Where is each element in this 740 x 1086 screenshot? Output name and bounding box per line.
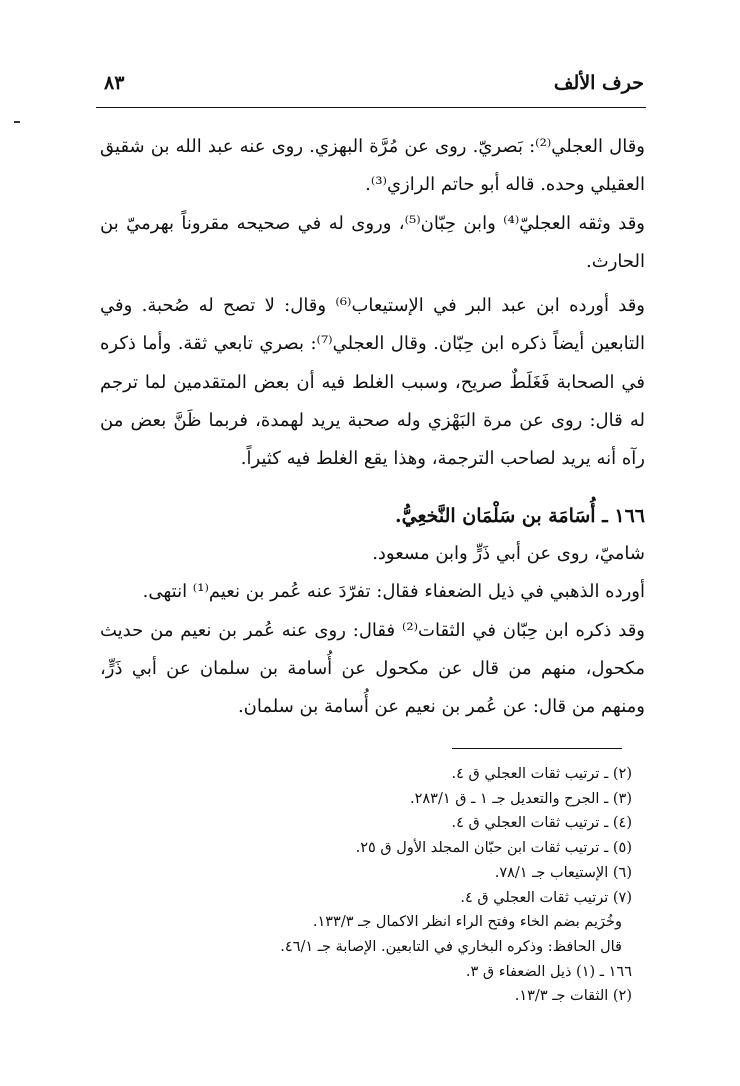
footnote-item: (٢) الثقات جـ ١٣/٣. (514, 988, 632, 1005)
main-text (100, 128, 645, 726)
footnote-item: (٧) ترتيب ثقات العجلي ق ٤. (460, 889, 632, 906)
footnote-item: (٤) ـ ترتيب ثقات العجلي ق ٤. (451, 815, 632, 832)
paragraph-ijli: وقال العجلي⁽²⁾: بَصريّ. روى عن مُرَّة البهزي. روى عنه عبد الله بن شقيق العقيلي وحده. قاله أبو حاتم الرازي⁽³⁾. (100, 136, 645, 196)
footnote-item: (٢) ـ ترتيب ثقات العجلي ق ٤. (451, 766, 632, 782)
footnote-rule (452, 748, 622, 749)
footnotes (100, 762, 632, 1009)
footnote-item: (٣) ـ الجرح والتعديل جـ ١ ـ ق ٢٨٣/١. (409, 790, 632, 807)
footnote-item: قال الحافظ: وذكره البخاري في التابعين. الإصابة جـ ٤٦/١. (280, 938, 622, 955)
paragraph-tawthiq: وقد وثقه العجليّ⁽⁴⁾ وابن حِبّان⁽⁵⁾، وروى له في صحيحه مقروناً بهرميّ بن الحارث. (100, 212, 645, 272)
paragraph-thiqat: وقد ذكره ابن حِبّان في الثقات⁽²⁾ فقال: روى عنه عُمر بن نعيم من حديث مكحول، منهم من قال عن مكحول عن أُسامة بن سلمان عن أبي ذَرٍّ، ومنهم من قال: عن عُمر بن نعيم عن أُسامة بن سلمان. (100, 619, 645, 718)
footnote-item: (٦) الإستيعاب جـ ٧٨/١. (494, 864, 632, 881)
footnote-item: ١٦٦ ـ (١) ذيل الضعفاء ق ٣. (465, 963, 632, 980)
paragraph-dhahabi: أورده الذهبي في ذيل الضعفاء فقال: تفرّدَ عنه عُمر بن نعيم⁽¹⁾ انتهى. (142, 581, 645, 603)
footnote-item: وخُرَيم بضم الخاء وفتح الراء انظر الاكمال جـ ١٣٣/٣. (312, 914, 622, 931)
footnote-item: (٥) ـ ترتيب ثقات ابن حبّان المجلد الأول ق ٢٥. (355, 840, 632, 857)
running-header (96, 72, 644, 106)
chapter-title: حرف الألف (553, 72, 644, 94)
margin-mark (14, 121, 20, 123)
paragraph-istiab: وقد أورده ابن عبد البر في الإستيعاب⁽⁶⁾ وقال: لا تصح له صُحبة. وفي التابعين أيضاً ذكره ابن حِبّان. وقال العجلي⁽⁷⁾: بصري تابعي ثقة. وأما ذكره في الصحابة فَغَلَطٌ صريح، وسبب الغلط فيه أن بعض المتقدمين لما ترجم له قال: روى عن مرة البَهْزي وله صحبة يريد له‍مدة، فربما ظَنَّ بعض من رآه أنه يريد لصاحب الترجمة، وهذا يقع الغلط فيه كثيراً. (100, 295, 645, 470)
paragraph-shami: شاميّ، روى عن أبي ذَرٍّ وابن مسعود. (372, 542, 645, 564)
header-rule (96, 107, 646, 108)
page-number: ٨٣ (104, 72, 125, 94)
entry-heading-166: ١٦٦ ـ أُسَامَة بن سَلْمَان النَّخعِيُّ. (395, 504, 645, 527)
